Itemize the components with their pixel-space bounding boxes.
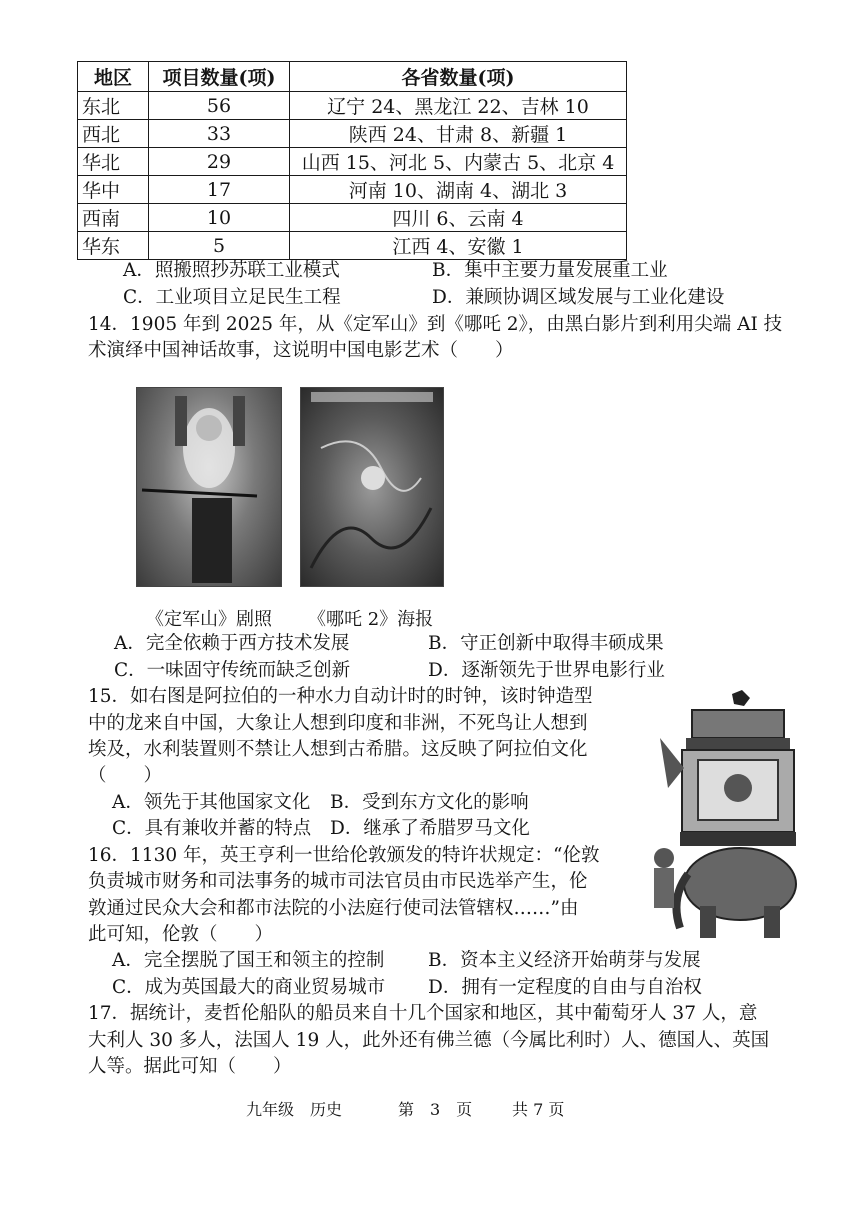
count-cell: 10 [149, 204, 290, 232]
count-cell: 29 [149, 148, 290, 176]
region-cell: 西北 [78, 120, 149, 148]
q16-option-a: A．完全摆脱了国王和领主的控制 [112, 950, 385, 971]
region-project-table [77, 61, 627, 260]
region-cell: 华东 [78, 232, 149, 260]
footer-page-number: 第 3 页 [398, 1100, 473, 1119]
provinces-cell: 辽宁 24、黑龙江 22、吉林 10 [290, 92, 627, 120]
opera-figure-illustration [137, 388, 281, 586]
q14-option-d: D．逐渐领先于世界电影行业 [428, 660, 665, 681]
q16-stem-line1: 16．1130 年，英王亨利一世给伦敦颁发的特许状规定：“伦敦 [88, 845, 600, 866]
q15-option-b: B．受到东方文化的影响 [330, 792, 529, 813]
q16-stem-line4: 此可知，伦敦（ ） [88, 924, 274, 945]
q15-stem-line2: 中的龙来自中国，大象让人想到印度和非洲，不死鸟让人想到 [88, 713, 588, 734]
table-row [78, 92, 627, 120]
table-row [78, 176, 627, 204]
region-cell: 东北 [78, 92, 149, 120]
nezha2-poster-image [300, 387, 444, 587]
footer-total-pages: 共 7 页 [512, 1100, 565, 1119]
q15-stem-line1: 15．如右图是阿拉伯的一种水力自动计时的时钟，该时钟造型 [88, 686, 593, 707]
region-cell: 西南 [78, 204, 149, 232]
count-cell: 33 [149, 120, 290, 148]
footer-subject: 九年级 历史 [246, 1100, 343, 1119]
q15-stem-line3: 埃及，水利装置则不禁让人想到古希腊。这反映了阿拉伯文化 [88, 739, 588, 760]
q16-option-c: C．成为英国最大的商业贸易城市 [112, 977, 386, 998]
q15-option-a: A．领先于其他国家文化 [112, 792, 311, 813]
caption-nezha2: 《哪吒 2》海报 [308, 609, 434, 630]
region-cell: 华中 [78, 176, 149, 204]
elephant-clock-image [640, 688, 800, 940]
q14-stem-line2: 术演绎中国神话故事，这说明中国电影艺术（ ） [88, 340, 514, 361]
q16-option-d: D．拥有一定程度的自由与自治权 [428, 977, 702, 998]
q15-option-c: C．具有兼收并蓄的特点 [112, 818, 312, 839]
table-row [78, 204, 627, 232]
q14-option-b: B．守正创新中取得丰硕成果 [428, 633, 664, 654]
provinces-cell: 河南 10、湖南 4、湖北 3 [290, 176, 627, 204]
table-row [78, 120, 627, 148]
table-header-row [78, 62, 627, 92]
poster-illustration [301, 388, 443, 586]
table-row [78, 148, 627, 176]
table-header-cell: 地区 [78, 62, 149, 92]
count-cell: 17 [149, 176, 290, 204]
q14-stem-line1: 14．1905 年到 2025 年，从《定军山》到《哪吒 2》，由黑白影片到利用尖端 AI 技 [88, 314, 783, 335]
q17-stem-line3: 人等。据此可知（ ） [88, 1056, 292, 1077]
q17-stem-line2: 大利人 30 多人，法国人 19 人，此外还有佛兰德（今属比利时）人、德国人、英国 [88, 1030, 770, 1051]
elephant-clock-illustration [640, 688, 800, 940]
table-header-cell: 项目数量(项) [149, 62, 290, 92]
q17-stem-line1: 17．据统计，麦哲伦船队的船员来自十几个国家和地区，其中葡萄牙人 37 人，意 [88, 1003, 758, 1024]
provinces-cell: 江西 4、安徽 1 [290, 232, 627, 260]
table-row [78, 232, 627, 260]
provinces-cell: 四川 6、云南 4 [290, 204, 627, 232]
q13-option-b: B．集中主要力量发展重工业 [432, 260, 668, 281]
dingjunshan-still-image [136, 387, 282, 587]
q16-stem-line2: 负责城市财务和司法事务的城市司法官员由市民选举产生，伦 [88, 871, 588, 892]
count-cell: 5 [149, 232, 290, 260]
q16-stem-line3: 敦通过民众大会和都市法院的小法庭行使司法管辖权……”由 [88, 898, 579, 919]
q14-option-a: A．完全依赖于西方技术发展 [114, 633, 350, 654]
region-cell: 华北 [78, 148, 149, 176]
caption-dingjunshan: 《定军山》剧照 [146, 609, 272, 630]
q13-option-a: A．照搬照抄苏联工业模式 [123, 260, 340, 281]
provinces-cell: 山西 15、河北 5、内蒙古 5、北京 4 [290, 148, 627, 176]
q13-option-d: D．兼顾协调区域发展与工业化建设 [432, 287, 725, 308]
table-header-cell: 各省数量(项) [290, 62, 627, 92]
q15-stem-line4: （ ） [88, 765, 163, 786]
q16-option-b: B．资本主义经济开始萌芽与发展 [428, 950, 701, 971]
q13-option-c: C．工业项目立足民生工程 [123, 287, 341, 308]
provinces-cell: 陕西 24、甘肃 8、新疆 1 [290, 120, 627, 148]
q15-option-d: D．继承了希腊罗马文化 [330, 818, 530, 839]
q14-option-c: C．一味固守传统而缺乏创新 [114, 660, 351, 681]
count-cell: 56 [149, 92, 290, 120]
